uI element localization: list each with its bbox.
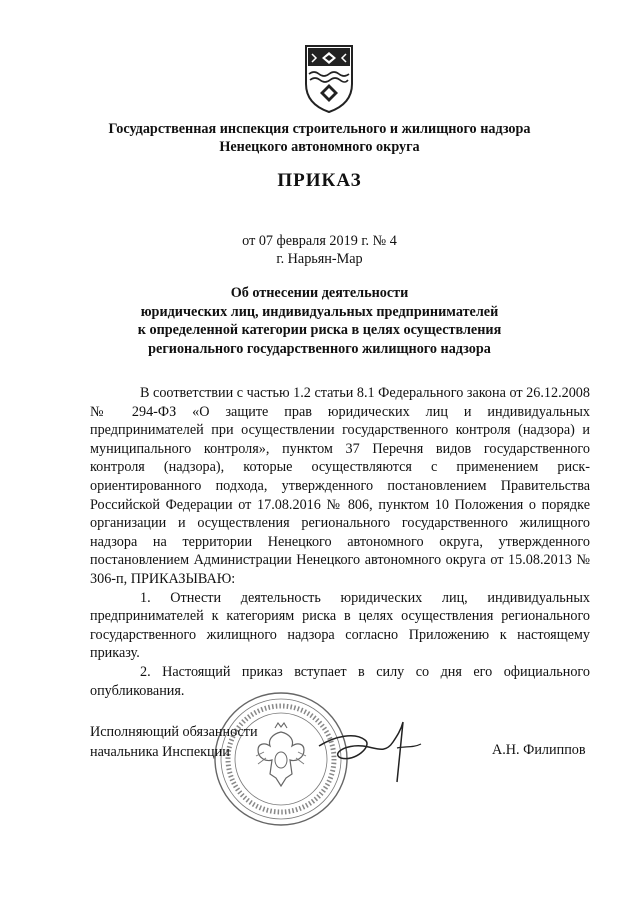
organization-line-2: Ненецкого автономного округа (219, 139, 420, 155)
document-date-block (60, 232, 579, 268)
subject-line-1: Об отнесении деятельности (230, 285, 409, 301)
order-item-2: 2. Настоящий приказ вступает в силу со дня его официального опубликования. (90, 663, 590, 699)
handwritten-signature-icon (315, 718, 425, 788)
document-type-heading: ПРИКАЗ (277, 170, 362, 191)
document-subject (60, 284, 579, 358)
organization-title (60, 120, 579, 156)
organization-line-1: Государственная инспекция строительного и жилищного надзора (108, 121, 531, 137)
position-line-2: начальника Инспекции (90, 744, 230, 760)
subject-line-3: к определенной категории риска в целях осуществления (137, 322, 502, 338)
preamble-paragraph: В соответствии с частью 1.2 статьи 8.1 Федерального закона от 26.12.2008 № 294-ФЗ «О защите прав юридических лиц и индивидуальных предпринимателей при осуществлении государственного контроля (надзора) и муниципального контроля», пунктом 37 Перечня видов государственного контроля (надзора), которые осуществляются с применением риск-ориентированного подхода, утвержденного постановлением Правительства Российской Федерации от 17.08.2016 № 806, пунктом 10 Положения о порядке организации и осуществления регионального государственного жилищного надзора на территории Ненецкого автономного округа, утвержденного постановлением Администрации Ненецкого автономного округа от 15.08.2013 № 306-п, ПРИКАЗЫВАЮ: (90, 385, 590, 587)
order-item-1: 1. Отнести деятельность юридических лиц, индивидуальных предпринимателей к категориям риска в целях осуществления регионального государственного жилищного надзора согласно Приложению к настоящему приказу. (90, 589, 590, 662)
signatory-name: А.Н. Филиппов (492, 742, 586, 758)
subject-line-4: регионального государственного жилищного надзора (148, 340, 491, 357)
date-number: от 07 февраля 2019 г. № 4 (242, 233, 397, 249)
city: г. Нарьян-Мар (276, 251, 363, 267)
signatory-position (90, 722, 258, 762)
document-body (90, 384, 590, 700)
coat-of-arms-emblem-icon (302, 40, 356, 114)
subject-line-2: юридических лиц, индивидуальных предпринимателей (140, 303, 499, 320)
position-line-1: Исполняющий обязанности (90, 724, 258, 740)
